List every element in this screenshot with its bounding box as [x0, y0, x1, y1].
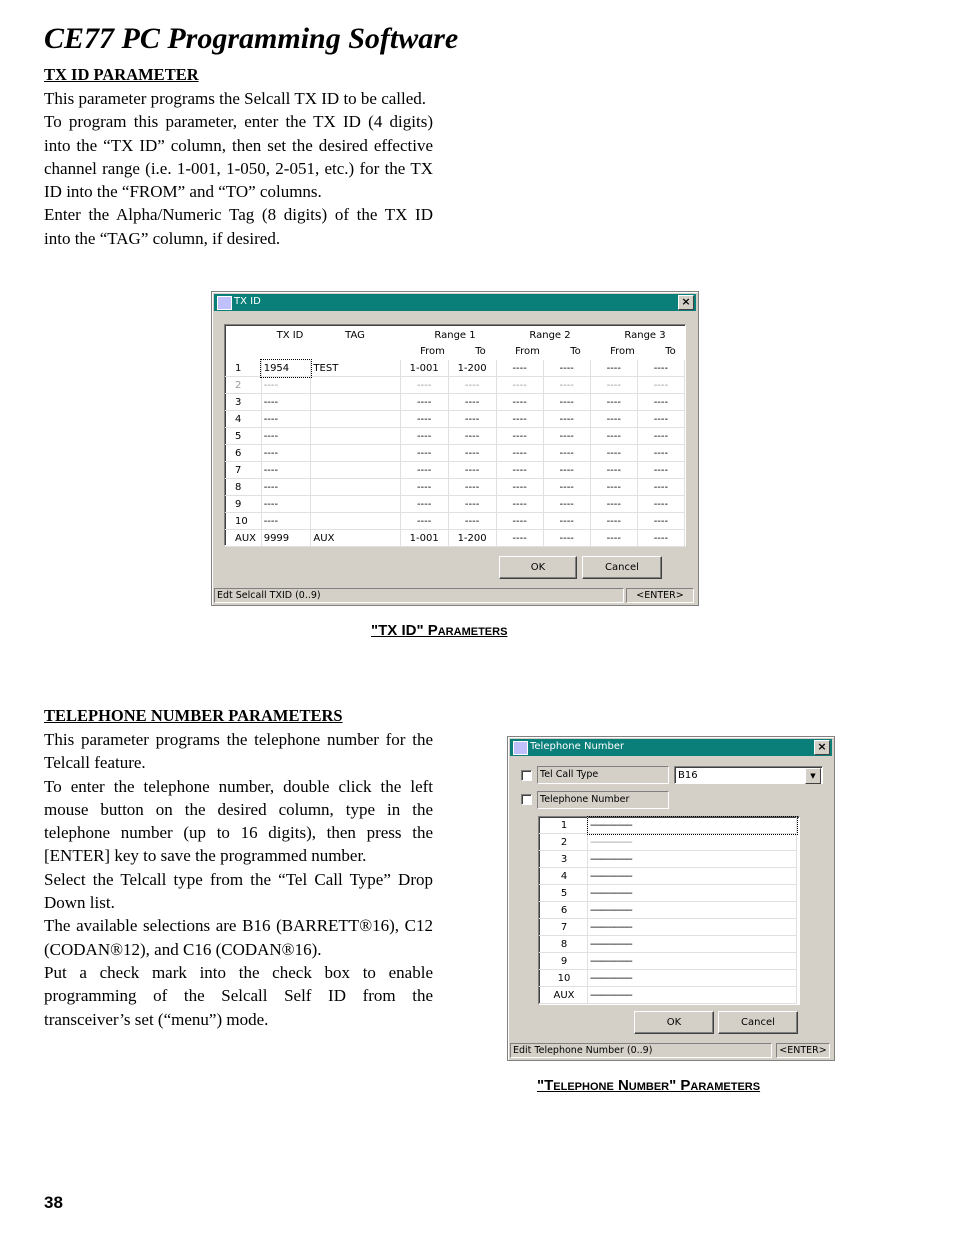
range3-to-cell[interactable]: ----: [637, 445, 684, 462]
table-row: [539, 902, 797, 919]
txid-figure-caption: "TX ID" Parameters: [371, 622, 508, 639]
range1-to-cell[interactable]: ----: [448, 513, 496, 530]
col-header-txid: TX ID: [276, 330, 304, 341]
txid-cell[interactable]: ----: [261, 377, 311, 394]
ok-button[interactable]: OK: [499, 556, 577, 579]
txid-paragraph: To program this parameter, enter the TX ID (4 digits) into the “TX ID” column, then set the desired effective channel range (i.e. 1-001, 1-050, 2-051, etc.) for the TX ID into the “FROM” and “TO” columns.: [44, 112, 433, 202]
row-number: 2: [225, 377, 261, 394]
table-row: [539, 817, 797, 834]
range2-to-cell[interactable]: ----: [543, 394, 590, 411]
txid-dialog-titlebar[interactable]: [214, 294, 696, 311]
telephone-description: [44, 728, 433, 1031]
row-number: 1: [225, 360, 261, 377]
range3-to-cell[interactable]: ----: [637, 360, 684, 377]
range3-from-cell[interactable]: ----: [590, 377, 637, 394]
telephone-number-cell[interactable]: ----------------: [588, 868, 797, 885]
table-row: [225, 462, 685, 479]
tag-cell[interactable]: [311, 428, 400, 445]
txid-cell[interactable]: ----: [261, 513, 311, 530]
table-row: [539, 868, 797, 885]
txid-cell[interactable]: ----: [261, 445, 311, 462]
col-header-from: From: [515, 346, 540, 357]
telephone-number-cell[interactable]: ----------------: [588, 919, 797, 936]
range3-to-cell[interactable]: ----: [637, 377, 684, 394]
range3-from-cell[interactable]: ----: [590, 462, 637, 479]
app-icon: [513, 741, 528, 755]
telephone-paragraph: The available selections are B16 (BARRETT®16), C12 (CODAN®12), and C16 (CODAN®16).: [44, 916, 433, 959]
range2-from-cell[interactable]: ----: [496, 513, 543, 530]
table-row: [539, 936, 797, 953]
range1-from-cell[interactable]: ----: [400, 377, 448, 394]
telephone-heading: TELEPHONE NUMBER PARAMETERS: [44, 706, 343, 725]
table-row: [225, 411, 685, 428]
range2-to-cell[interactable]: ----: [543, 428, 590, 445]
range2-to-cell[interactable]: ----: [543, 479, 590, 496]
range2-from-cell[interactable]: ----: [496, 377, 543, 394]
row-number: 1: [539, 817, 588, 834]
table-row: [225, 496, 685, 513]
txid-cell[interactable]: 1954: [261, 360, 311, 377]
col-header-to: To: [570, 346, 581, 357]
range1-from-cell[interactable]: 1-001: [400, 360, 448, 377]
range1-from-cell[interactable]: ----: [400, 479, 448, 496]
telephone-grid: [538, 816, 800, 1005]
range1-to-cell[interactable]: 1-200: [448, 360, 496, 377]
tel-call-type-select[interactable]: [674, 766, 823, 784]
row-number: 7: [225, 462, 261, 479]
range2-from-cell[interactable]: ----: [496, 445, 543, 462]
table-row: [539, 953, 797, 970]
range1-to-cell[interactable]: ----: [448, 428, 496, 445]
tag-cell[interactable]: [311, 496, 400, 513]
table-row: [539, 885, 797, 902]
row-number: AUX: [225, 530, 261, 547]
tel-call-type-label: Tel Call Type: [537, 766, 669, 784]
status-key-hint: <ENTER>: [776, 1043, 830, 1058]
range1-from-cell[interactable]: 1-001: [400, 530, 448, 547]
telephone-number-cell[interactable]: ----------------: [588, 987, 797, 1004]
status-bar: [510, 1043, 832, 1058]
range2-to-cell[interactable]: ----: [543, 513, 590, 530]
col-header-range3: Range 3: [624, 330, 666, 341]
row-number: 6: [539, 902, 588, 919]
telephone-number-cell[interactable]: ----------------: [588, 885, 797, 902]
table-row: [225, 360, 685, 377]
range2-from-cell[interactable]: ----: [496, 479, 543, 496]
cancel-button[interactable]: Cancel: [582, 556, 662, 579]
telephone-paragraph: This parameter programs the telephone number for the Telcall feature.: [44, 730, 433, 773]
table-row: [225, 530, 685, 547]
range1-from-cell[interactable]: ----: [400, 428, 448, 445]
col-header-range1: Range 1: [434, 330, 476, 341]
tag-cell[interactable]: AUX: [311, 530, 400, 547]
txid-dialog: [211, 291, 699, 606]
tag-cell[interactable]: [311, 462, 400, 479]
col-header-to: To: [665, 346, 676, 357]
tag-cell[interactable]: [311, 377, 400, 394]
table-row: [225, 513, 685, 530]
tag-cell[interactable]: [311, 479, 400, 496]
row-number: 3: [225, 394, 261, 411]
txid-heading: TX ID PARAMETER: [44, 65, 199, 84]
table-row: [539, 851, 797, 868]
range1-to-cell[interactable]: ----: [448, 479, 496, 496]
table-row: [539, 970, 797, 987]
range2-to-cell[interactable]: ----: [543, 377, 590, 394]
row-number: 3: [539, 851, 588, 868]
telephone-number-cell[interactable]: ----------------: [588, 953, 797, 970]
row-number: 4: [225, 411, 261, 428]
telephone-paragraph: Put a check mark into the check box to enable programming of the Selcall Self ID from the transceiver’s set (“menu”) mode.: [44, 962, 433, 1029]
row-number: 2: [539, 834, 588, 851]
table-row: [539, 987, 797, 1004]
range3-from-cell[interactable]: ----: [590, 360, 637, 377]
range2-from-cell[interactable]: ----: [496, 360, 543, 377]
telephone-number-cell[interactable]: ----------------: [588, 936, 797, 953]
range2-from-cell[interactable]: ----: [496, 394, 543, 411]
status-key-hint: <ENTER>: [626, 588, 694, 603]
range1-to-cell[interactable]: ----: [448, 411, 496, 428]
tel-call-type-checkbox[interactable]: [521, 770, 532, 781]
row-number: 5: [539, 885, 588, 902]
col-header-to: To: [475, 346, 486, 357]
telephone-number-cell[interactable]: ----------------: [588, 834, 797, 851]
tag-cell[interactable]: [311, 411, 400, 428]
range1-to-cell[interactable]: ----: [448, 496, 496, 513]
range1-to-cell[interactable]: ----: [448, 445, 496, 462]
row-number: 5: [225, 428, 261, 445]
range2-from-cell[interactable]: ----: [496, 530, 543, 547]
range2-from-cell[interactable]: ----: [496, 411, 543, 428]
txid-cell[interactable]: 9999: [261, 530, 311, 547]
telephone-paragraph: To enter the telephone number, double click the left mouse button on the desired column, type in the telephone number (up to 16 digits), then press the [ENTER] key to save the programmed number.: [44, 776, 433, 866]
row-number: 4: [539, 868, 588, 885]
range2-to-cell[interactable]: ----: [543, 360, 590, 377]
status-text: Edit Telephone Number (0..9): [510, 1043, 772, 1058]
tag-cell[interactable]: TEST: [311, 360, 400, 377]
table-row: [539, 834, 797, 851]
row-number: 9: [225, 496, 261, 513]
txid-grid: [224, 324, 686, 546]
status-text: Edt Selcall TXID (0..9): [214, 588, 624, 603]
row-number: 9: [539, 953, 588, 970]
range1-to-cell[interactable]: ----: [448, 394, 496, 411]
col-header-from: From: [420, 346, 445, 357]
row-number: 8: [225, 479, 261, 496]
ok-button[interactable]: OK: [634, 1011, 714, 1034]
telephone-number-checkbox[interactable]: [521, 794, 532, 805]
txid-description: [44, 87, 433, 250]
table-row: [225, 394, 685, 411]
table-row: [225, 445, 685, 462]
range3-to-cell[interactable]: ----: [637, 496, 684, 513]
row-number: AUX: [539, 987, 588, 1004]
range3-from-cell[interactable]: ----: [590, 496, 637, 513]
txid-dialog-title: TX ID: [234, 296, 261, 307]
page-number: 38: [44, 1193, 63, 1212]
col-header-tag: TAG: [345, 330, 365, 341]
telephone-number-cell[interactable]: ----------------: [588, 817, 797, 834]
range2-from-cell[interactable]: ----: [496, 462, 543, 479]
telephone-number-cell[interactable]: ----------------: [588, 970, 797, 987]
range1-from-cell[interactable]: ----: [400, 394, 448, 411]
chevron-down-icon[interactable]: ▼: [805, 768, 821, 784]
tag-cell[interactable]: [311, 445, 400, 462]
txid-cell[interactable]: ----: [261, 479, 311, 496]
range2-to-cell[interactable]: ----: [543, 462, 590, 479]
txid-paragraph: Enter the Alpha/Numeric Tag (8 digits) of the TX ID into the “TAG” column, if desired.: [44, 205, 433, 248]
close-icon[interactable]: ×: [814, 740, 830, 755]
range1-from-cell[interactable]: ----: [400, 411, 448, 428]
range3-to-cell[interactable]: ----: [637, 513, 684, 530]
range3-to-cell[interactable]: ----: [637, 411, 684, 428]
tag-cell[interactable]: [311, 394, 400, 411]
telephone-dialog: [507, 736, 835, 1061]
txid-cell[interactable]: ----: [261, 462, 311, 479]
telephone-figure-caption: "Telephone Number" Parameters: [537, 1077, 761, 1094]
document-title: CE77 PC Programming Software: [44, 22, 459, 55]
range3-to-cell[interactable]: ----: [637, 530, 684, 547]
app-icon: [217, 296, 232, 310]
table-row: [539, 919, 797, 936]
txid-cell[interactable]: ----: [261, 496, 311, 513]
table-row: [225, 479, 685, 496]
close-icon[interactable]: ×: [678, 295, 694, 310]
range3-to-cell[interactable]: ----: [637, 428, 684, 445]
row-number: 6: [225, 445, 261, 462]
range1-from-cell[interactable]: ----: [400, 496, 448, 513]
range3-from-cell[interactable]: ----: [590, 428, 637, 445]
range2-to-cell[interactable]: ----: [543, 496, 590, 513]
range1-from-cell[interactable]: ----: [400, 462, 448, 479]
range3-from-cell[interactable]: ----: [590, 479, 637, 496]
range1-to-cell[interactable]: ----: [448, 377, 496, 394]
row-number: 10: [225, 513, 261, 530]
range3-to-cell[interactable]: ----: [637, 479, 684, 496]
col-header-range2: Range 2: [529, 330, 571, 341]
table-row: [225, 377, 685, 394]
txid-cell[interactable]: ----: [261, 394, 311, 411]
range3-to-cell[interactable]: ----: [637, 394, 684, 411]
range2-from-cell[interactable]: ----: [496, 496, 543, 513]
txid-cell[interactable]: ----: [261, 428, 311, 445]
telephone-number-label: Telephone Number: [537, 791, 669, 809]
tel-call-type-value: B16: [678, 770, 698, 781]
range2-from-cell[interactable]: ----: [496, 428, 543, 445]
txid-paragraph: This parameter programs the Selcall TX ID to be called.: [44, 89, 427, 108]
range1-to-cell[interactable]: ----: [448, 462, 496, 479]
range2-to-cell[interactable]: ----: [543, 530, 590, 547]
range3-from-cell[interactable]: ----: [590, 411, 637, 428]
row-number: 8: [539, 936, 588, 953]
telephone-paragraph: Select the Telcall type from the “Tel Call Type” Drop Down list.: [44, 869, 433, 913]
range3-from-cell[interactable]: ----: [590, 394, 637, 411]
telephone-number-cell[interactable]: ----------------: [588, 851, 797, 868]
cancel-button[interactable]: Cancel: [718, 1011, 798, 1034]
range3-from-cell[interactable]: ----: [590, 530, 637, 547]
range3-from-cell[interactable]: ----: [590, 513, 637, 530]
txid-cell[interactable]: ----: [261, 411, 311, 428]
range2-to-cell[interactable]: ----: [543, 411, 590, 428]
tag-cell[interactable]: [311, 513, 400, 530]
telephone-number-cell[interactable]: ----------------: [588, 902, 797, 919]
range1-from-cell[interactable]: ----: [400, 445, 448, 462]
row-number: 10: [539, 970, 588, 987]
txid-table: [225, 360, 685, 547]
range3-from-cell[interactable]: ----: [590, 445, 637, 462]
col-header-from: From: [610, 346, 635, 357]
range1-from-cell[interactable]: ----: [400, 513, 448, 530]
telephone-dialog-title: Telephone Number: [530, 741, 625, 752]
range2-to-cell[interactable]: ----: [543, 445, 590, 462]
telephone-table: [539, 817, 797, 1004]
row-number: 7: [539, 919, 588, 936]
range3-to-cell[interactable]: ----: [637, 462, 684, 479]
table-row: [225, 428, 685, 445]
status-bar: [214, 588, 696, 603]
telephone-dialog-titlebar[interactable]: [510, 739, 832, 756]
range1-to-cell[interactable]: 1-200: [448, 530, 496, 547]
txid-rows: [225, 360, 685, 545]
